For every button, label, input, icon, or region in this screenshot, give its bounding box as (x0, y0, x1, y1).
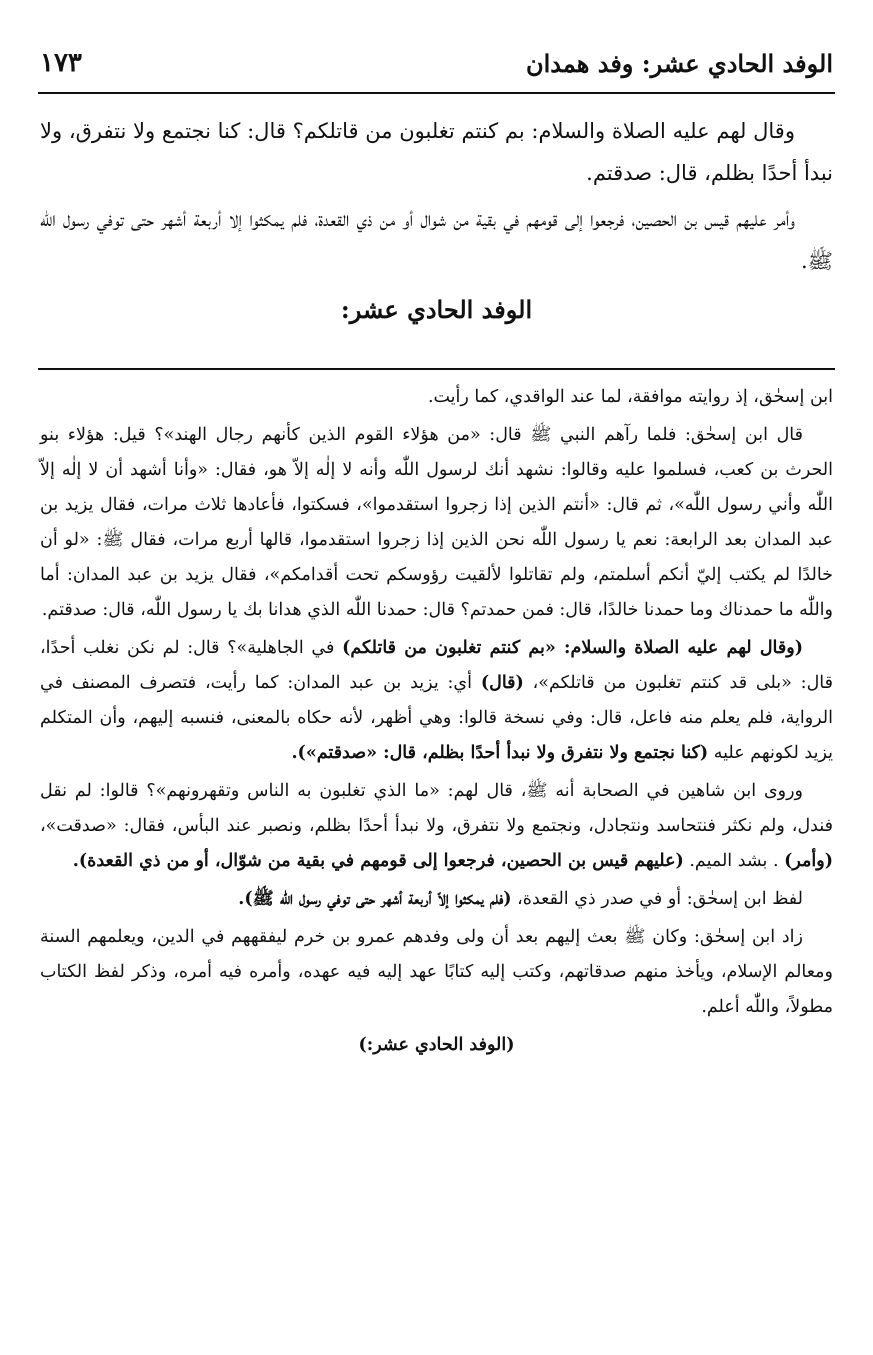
footnote-separator (38, 368, 835, 370)
page-header (40, 40, 833, 86)
header-rule (38, 92, 835, 94)
running-title: الوفد الحادي عشر: وفد همدان (525, 48, 833, 78)
commentary-text: أي: يزيد بن عبد المدان: كما رأيت، فتصرف المصنف في الرواية، فلم يعلم منه فاعل، قال: وفي نسخة قالوا: وهي أظهر، لأنه حكاه بالمعنى، فنسبه إليهم، وأن المتكلم يزيد لكونهم عليه (40, 673, 833, 763)
quoted-text: (كنا نجتمع ولا نتفرق ولا نبدأ أحدًا بظلم، قال: «صدقتم»). (291, 743, 709, 763)
section-heading: الوفد الحادي عشر: (340, 295, 533, 324)
main-paragraph: وأمر عليهم قيس بن الحصين، فرجعوا إلى قومهم في بقية من شوال أو من ذي القعدة، فلم يمكثوا إلا أربعة أشهر حتى توفي رسول الله ﷺ. (40, 207, 833, 273)
commentary-text: . بشد الميم. (683, 851, 785, 871)
quoted-text: (قال) (480, 673, 524, 693)
commentary-text: لفظ ابن إسحٰق: أو في صدر ذي القعدة، (511, 889, 803, 909)
commentary-paragraph (40, 882, 833, 917)
page-number: ١٧٣ (40, 48, 82, 78)
main-paragraph: وقال لهم عليه الصلاة والسلام: بم كنتم تغلبون من قاتلكم؟ قال: كنا نجتمع ولا نتفرق، ولا نبدأ أحدًا بظلم، قال: صدقتم. (40, 119, 833, 185)
commentary-paragraph (40, 774, 833, 879)
commentary-paragraph: زاد ابن إسحٰق: وكان ﷺ بعث إليهم بعد أن ولى وفدهم عمرو بن خرم ليفقههم في الدين، ويعلمهم السنة ومعالم الإسلام، ويأخذ منهم صدقاتهم، وكتب إليه كتابًا عهد إليه فيه عهده، وأمره فيه أمره، وذكر لفظ الكتاب مطولاً، واللّٰه أعلم. (40, 927, 833, 1017)
commentary-paragraph: قال ابن إسحٰق: فلما رآهم النبي ﷺ قال: «من هؤلاء القوم الذين كأنهم رجال الهند»؟ قيل: هؤلاء بنو الحرث بن كعب، فسلموا عليه وقالوا: نشهد أنك لرسول اللّٰه وأنه لا إلٰه إلاّ هو، فقال: «وأنا أشهد أن لا إلٰه إلاّ اللّٰه وأني رسول اللّٰه»، ثم قال: «أنتم الذين إذا زجروا استقدموا»، فسكتوا، فأعادها ثلاث مرات، فقال يزيد بن عبد المدان بعد الرابعة: نعم يا رسول اللّٰه نحن الذين إذا زجروا استقدموا، قالها أربع مرات، فقال ﷺ: «لو أن خالدًا لم يكتب إليّ أنكم أسلمتم، ولم تقاتلوا لألقيت رؤوسكم تحت أقدامكم»، فقال يزيد بن عبد المدان: أما واللّٰه ما حمدناك وما حمدنا خالدًا، قال: فمن حمدتم؟ قال: حمدنا اللّٰه الذي هدانا بك يا رسول اللّٰه، قال: صدقتم. (40, 425, 833, 620)
commentary-text: وروى ابن شاهين في الصحابة أنه ﷺ، قال لهم: «ما الذي تغلبون به الناس وتقهرونهم»؟ قالوا: لم نقل فندل، ولم نكثر فنتحاسد ونتجادل، ونجتمع ولا نتفرق، ولا نبدأ أحدًا بظلم، ونصبر عند البأس، فقال: «صدقت»، (40, 781, 833, 836)
quoted-text: (عليهم قيس بن الحصين، فرجعوا إلى قومهم في بقية من شوّال، أو من ذي القعدة). (72, 851, 684, 871)
commentary-paragraph (40, 631, 833, 771)
main-text (40, 110, 833, 360)
quoted-text: (وأمر) (784, 851, 833, 871)
quoted-text: (فلم يمكثوا إلاّ أربعة أشهر حتى توفي رسول اللّٰه ﷺ). (238, 889, 512, 909)
commentary (40, 380, 833, 1340)
commentary-text: في الجاهلية»؟ قال: لم نكن نغلب أحدًا، قال: «بلى قد كنتم تغلبون من قاتلكم»، (40, 638, 833, 693)
quoted-text: (وقال لهم عليه الصلاة والسلام: «بم كنتم تغلبون من قاتلكم) (342, 638, 803, 658)
commentary-heading: (الوفد الحادي عشر:) (358, 1035, 515, 1055)
commentary-paragraph: ابن إسحٰق، إذ روايته موافقة، لما عند الواقدي، كما رأيت. (427, 387, 833, 407)
